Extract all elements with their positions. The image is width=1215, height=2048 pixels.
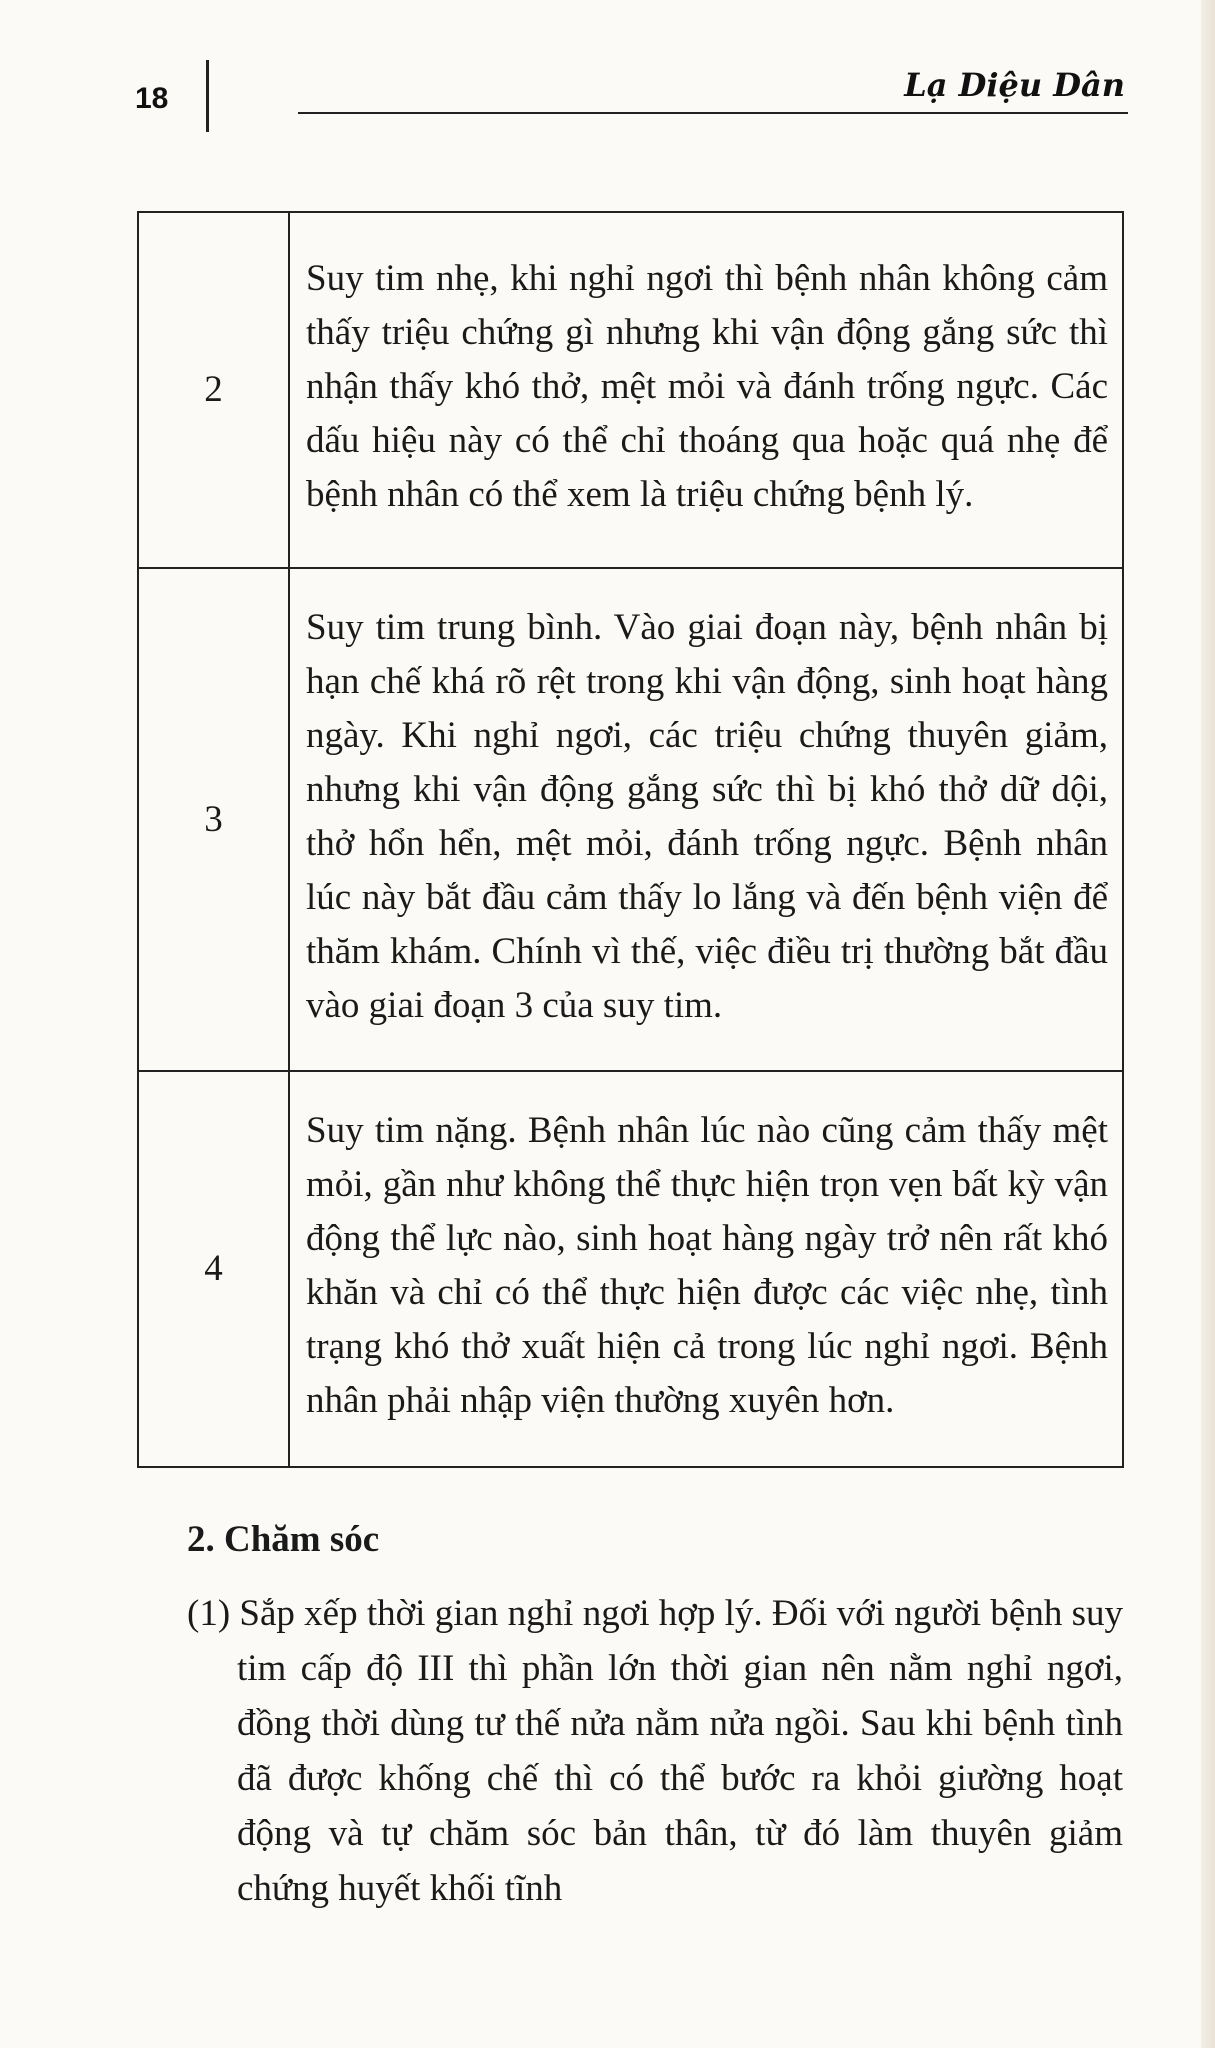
stage-level: 2: [138, 212, 289, 568]
page-edge: [1201, 0, 1215, 2048]
table-row: [138, 1071, 1123, 1467]
care-list-item: (1) Sắp xếp thời gian nghỉ ngơi hợp lý. Đối với người bệnh suy tim cấp độ III thì phần lớn thời gian nên nằm nghỉ ngơi, đồng thời dùng tư thế nửa nằm nửa ngồi. Sau khi bệnh tình đã được khống chế thì có thể bước ra khỏi giường hoạt động và tự chăm sóc bản thân, từ đó làm thuyên giảm chứng huyết khối tĩnh: [187, 1593, 1123, 1909]
stage-description: Suy tim trung bình. Vào giai đoạn này, bệnh nhân bị hạn chế khá rõ rệt trong khi vận động, sinh hoạt hàng ngày. Khi nghỉ ngơi, các triệu chứng thuyên giảm, nhưng khi vận động gắng sức thì bị khó thở dữ dội, thở hổn hển, mệt mỏi, đánh trống ngực. Bệnh nhân lúc này bắt đầu cảm thấy lo lắng và đến bệnh viện để thăm khám. Chính vì thế, việc điều trị thường bắt đầu vào giai đoạn 3 của suy tim.: [289, 568, 1123, 1071]
header-divider-vertical: [206, 60, 209, 132]
section-heading: 2. Chăm sóc: [187, 1519, 380, 1560]
stage-description: Suy tim nhẹ, khi nghỉ ngơi thì bệnh nhân không cảm thấy triệu chứng gì nhưng khi vận động gắng sức thì nhận thấy khó thở, mệt mỏi và đánh trống ngực. Các dấu hiệu này có thể chỉ thoáng qua hoặc quá nhẹ để bệnh nhân có thể xem là triệu chứng bệnh lý.: [289, 212, 1123, 568]
page-number: 18: [135, 82, 169, 115]
running-title: Lạ Diệu Dân: [904, 66, 1125, 104]
stage-level: 4: [138, 1071, 289, 1467]
header-rule: [298, 112, 1128, 114]
heart-failure-stage-table: [137, 211, 1124, 1468]
table-row: [138, 212, 1123, 568]
stage-level: 3: [138, 568, 289, 1071]
stage-description: Suy tim nặng. Bệnh nhân lúc nào cũng cảm thấy mệt mỏi, gần như không thể thực hiện trọn vẹn bất kỳ vận động thể lực nào, sinh hoạt hàng ngày trở nên rất khó khăn và chỉ có thể thực hiện được các việc nhẹ, tình trạng khó thở xuất hiện cả trong lúc nghỉ ngơi. Bệnh nhân phải nhập viện thường xuyên hơn.: [289, 1071, 1123, 1467]
table-row: [138, 568, 1123, 1071]
